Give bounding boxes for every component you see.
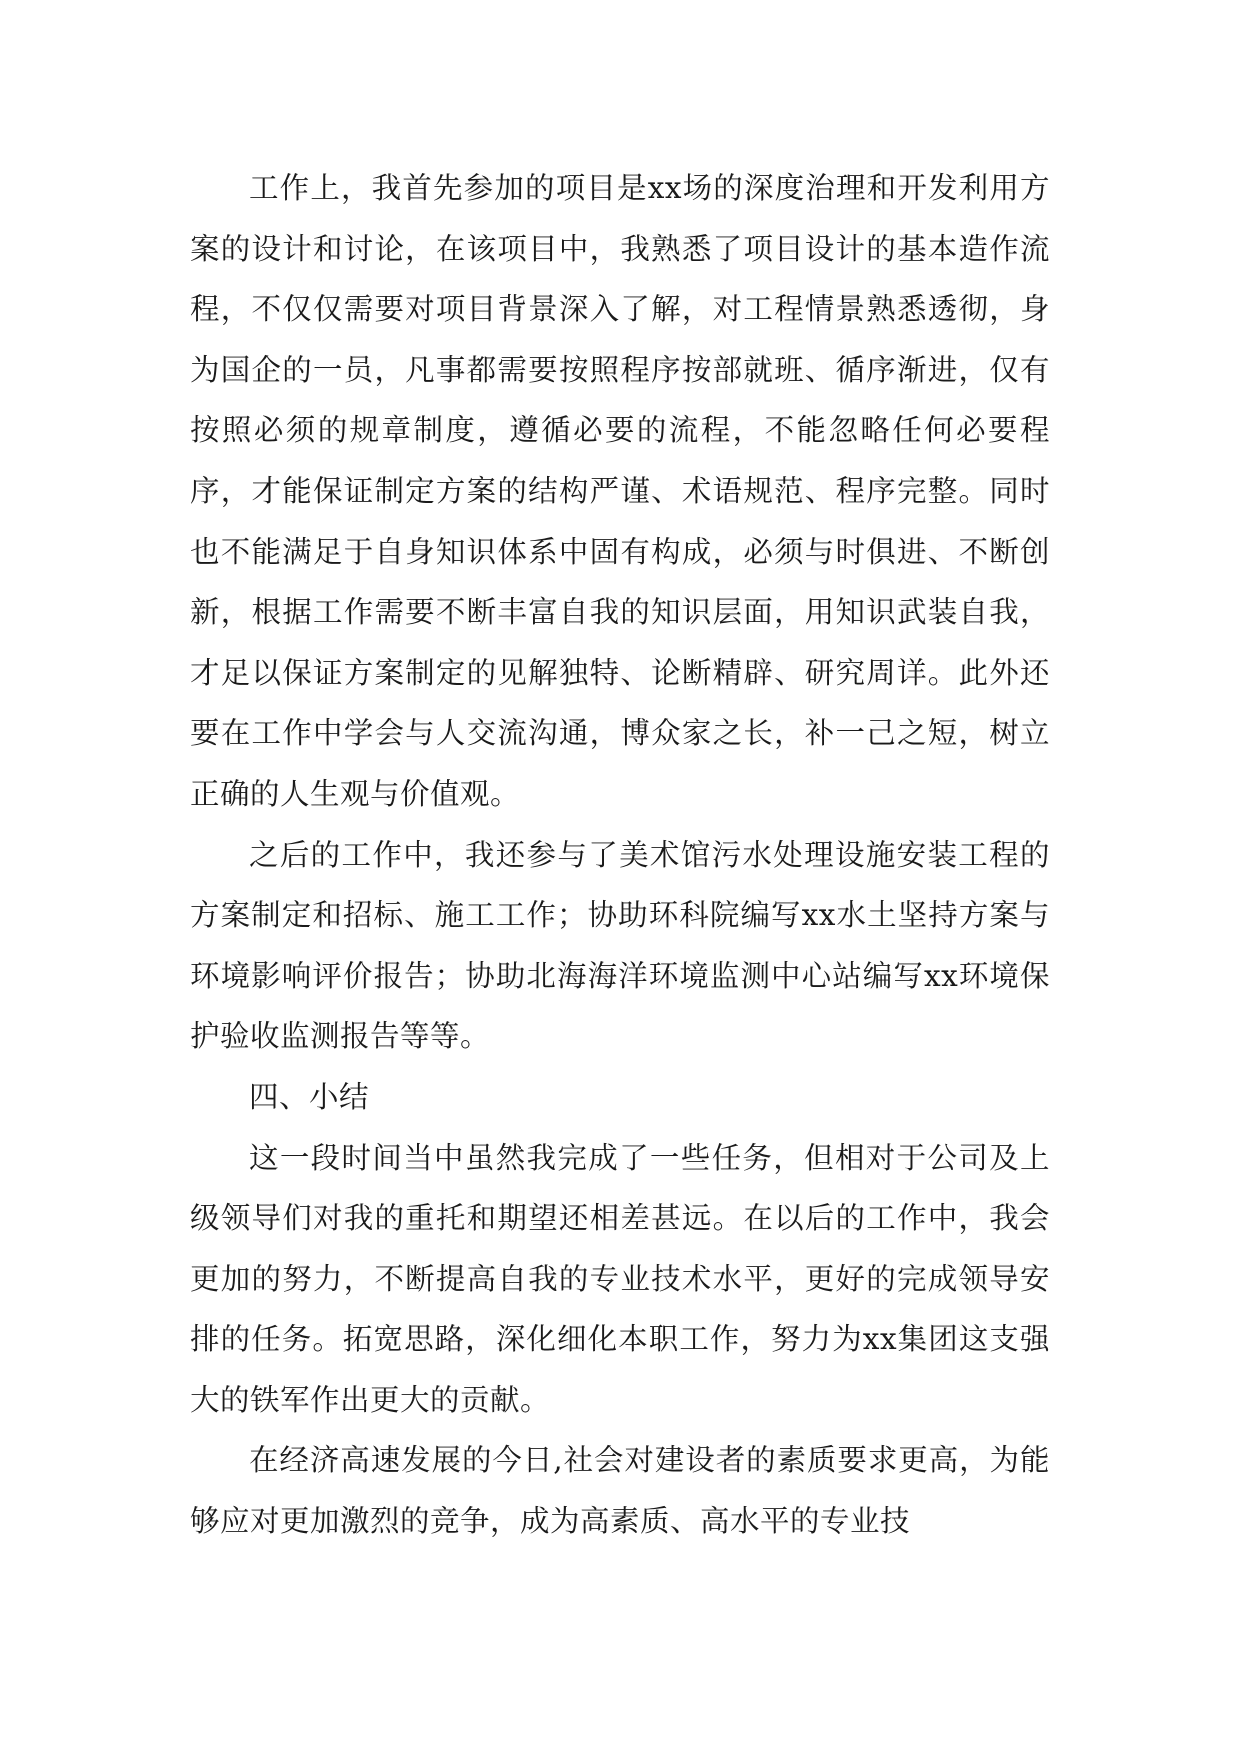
paragraph-summary: 这一段时间当中虽然我完成了一些任务，但相对于公司及上级领导们对我的重托和期望还相差甚远。在以后的工作中，我会更加的努力，不断提高自我的专业技术水平，更好的完成领导安排的任务。拓宽思路，深化细化本职工作，努力为xx集团这支强大的铁军作出更大的贡献。 <box>190 1140 1050 1417</box>
document-body <box>190 158 1050 1552</box>
paragraph-work-project: 工作上，我首先参加的项目是xx场的深度治理和开发利用方案的设计和讨论，在该项目中，我熟悉了项目设计的基本造作流程，不仅仅需要对项目背景深入了解，对工程情景熟悉透彻，身为国企的一员，凡事都需要按照程序按部就班、循序渐进，仅有按照必须的规章制度，遵循必要的流程，不能忽略任何必要程序，才能保证制定方案的结构严谨、术语规范、程序完整。同时也不能满足于自身知识体系中固有构成，必须与时俱进、不断创新，根据工作需要不断丰富自我的知识层面，用知识武装自我，才足以保证方案制定的见解独特、论断精辟、研究周详。此外还要在工作中学会与人交流沟通，博众家之长，补一己之短，树立正确的人生观与价值观。 <box>190 171 1050 811</box>
section-heading-summary: 四、小结 <box>249 1079 370 1114</box>
paragraph-later-work: 之后的工作中，我还参与了美术馆污水处理设施安装工程的方案制定和招标、施工工作；协助环科院编写xx水土坚持方案与环境影响评价报告；协助北海海洋环境监测中心站编写xx环境保护验收监测报告等等。 <box>190 837 1050 1054</box>
paragraph-closing: 在经济高速发展的今日,社会对建设者的素质要求更高，为能够应对更加激烈的竞争，成为高素质、高水平的专业技 <box>190 1443 1050 1539</box>
